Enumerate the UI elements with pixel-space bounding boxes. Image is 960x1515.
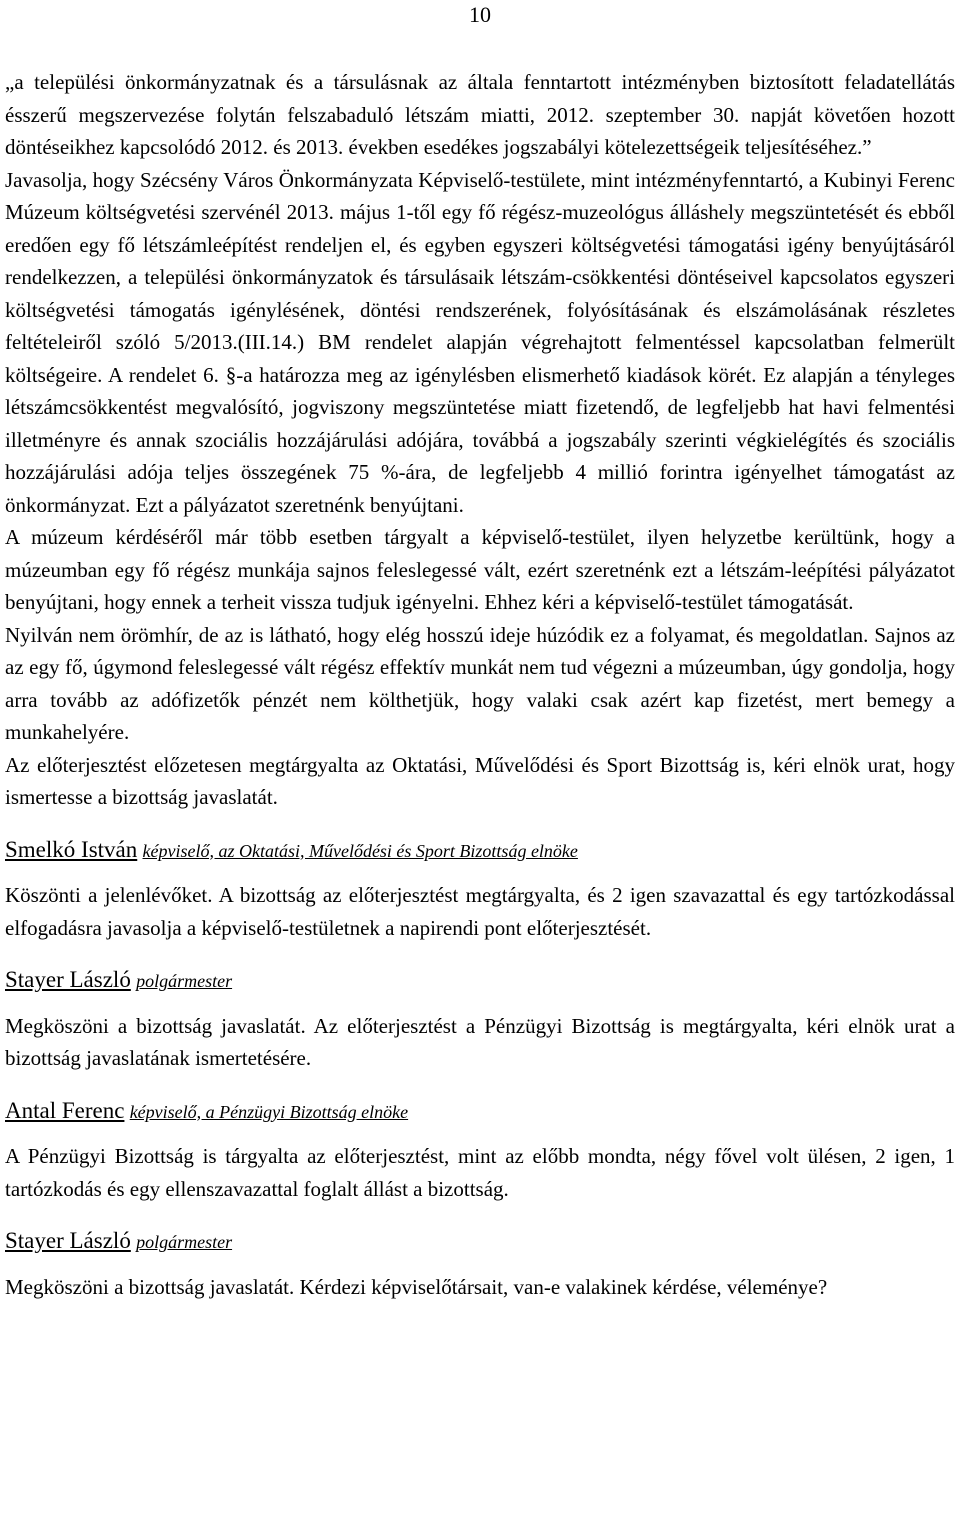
speech-text: A Pénzügyi Bizottság is tárgyalta az előterjesztést, mint az előbb mondta, négy fővel volt ülésen, 2 igen, 1 tartózkodás és egy ellenszavazattal foglalt állást a bizottság. xyxy=(5,1144,955,1201)
committee-request-paragraph: Az előterjesztést előzetesen megtárgyalta az Oktatási, Művelődési és Sport Bizottság is, kéri elnök urat, hogy ismertesse a bizottság javaslatát. xyxy=(5,752,955,809)
speech-text: Köszönti a jelenlévőket. A bizottság az előterjesztést megtárgyalta, és 2 igen szavazattal és egy tartózkodással elfogadásra javasolja a képviselő-testületnek a napirendi pont előterjesztését. xyxy=(5,883,955,940)
speech-text: Megköszöni a bizottság javaslatát. Kérdezi képviselőtársait, van-e valakinek kérdése, véleménye? xyxy=(5,1274,828,1299)
document-body xyxy=(5,66,955,1303)
speaker-role: polgármester xyxy=(136,1232,233,1252)
explanation-paragraph: Nyilván nem örömhír, de az is látható, hogy elég hosszú ideje húzódik ez a folyamat, és megoldatlan. Sajnos az az egy fő, úgymond feleslegessé vált régész effektív munkát nem tud végezni a múzeumban, úgy gondolja, hogy arra tovább az adófizetők pénzét nem költhetjük, hogy valaki csak azért kap fizetést, mert bemegy a munkahelyére. xyxy=(5,622,955,744)
museum-paragraph: A múzeum kérdéséről már több esetben tárgyalt a képviselő-testület, ilyen helyzetbe kerültünk, hogy a múzeumban egy fő régész munkája sajnos feleslegessé vált, ezért szeretnénk ezt a létszám-leépítési pályázatot benyújtani, hogy ennek a terheit vissza tudjuk igényelni. Ehhez kéri a képviselő-testület támogatását. xyxy=(5,525,955,614)
speaker-name: Antal Ferenc xyxy=(5,1097,125,1123)
page-number: 10 xyxy=(469,2,491,27)
speaker-heading xyxy=(5,834,955,868)
quote-paragraph: „a települési önkormányzatnak és a társulásnak az általa fenntartott intézményben biztosított feladatellátás ésszerű megszervezése folytán felszabaduló létszám miatti, 2012. szeptember 30. napját követően hozott döntéseikhez kapcsolódó 2012. és 2013. években esedékes jogszabályi kötelezettségeik teljesítéséhez.” xyxy=(5,70,955,159)
speaker-name: Stayer László xyxy=(5,1228,131,1253)
speaker-heading xyxy=(5,1095,955,1129)
speaker-name: Smelkó István xyxy=(5,836,138,862)
speaker-heading xyxy=(5,1225,955,1259)
speaker-role: képviselő, az Oktatási, Művelődési és Sport Bizottság elnöke xyxy=(142,840,578,861)
speaker-role: képviselő, a Pénzügyi Bizottság elnöke xyxy=(129,1101,409,1122)
speaker-name: Stayer László xyxy=(5,967,131,992)
speaker-heading xyxy=(5,964,955,998)
proposal-paragraph: Javasolja, hogy Szécsény Város Önkormányzata Képviselő-testülete, mint intézményfenntartó, a Kubinyi Ferenc Múzeum költségvetési szervénél 2013. május 1-től egy fő régész-muzeológus álláshely megszüntetését és ebből eredően egy fő létszámleépítést rendeljen el, és egyben egyszeri költségvetési támogatási igény benyújtásáról rendelkezzen, a települési önkormányzatok és társulásaik létszám-csökkentési döntéseivel kapcsolatos egyszeri költségvetési támogatás igénylésének, döntési rendszerének, folyósításának és elszámolásának részletes feltételeiről szóló 5/2013.(III.14.) BM rendelet alapján végrehajtott felmentéssel kapcsolatban felmerült költségeire. A rendelet 6. §-a határozza meg az igénylésben elismerhető kiadások körét. Ez alapján a tényleges létszámcsökkentést megvalósító, jogviszony megszüntetése miatt fizetendő, de legfeljebb hat havi felmentési illetményre és annak szociális hozzájárulási adójára, továbbá a jogszabály szerinti végkielégítés és szociális hozzájárulási adója teljes összegének 75 %-ára, de legfeljebb 4 millió forintra igényelhet támogatást az önkormányzat. Ezt a pályázatot szeretnénk benyújtani. xyxy=(5,167,955,517)
speech-text: Megköszöni a bizottság javaslatát. Az előterjesztést a Pénzügyi Bizottság is megtárgyalta, kéri elnök urat a bizottság javaslatának ismertetésére. xyxy=(5,1013,955,1070)
speaker-role: polgármester xyxy=(136,971,233,991)
